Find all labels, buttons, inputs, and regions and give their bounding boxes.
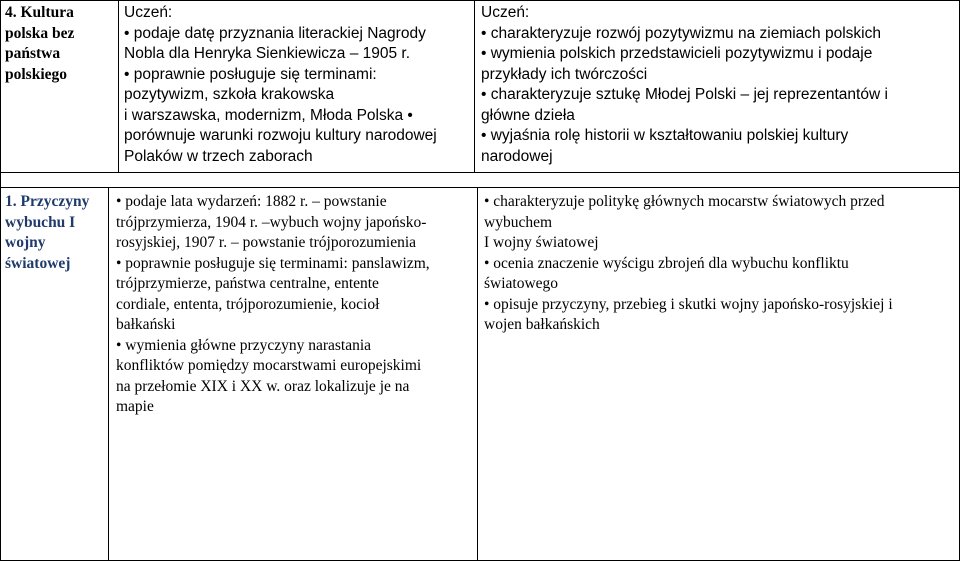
requirement-line: Polaków w trzech zaborach: [124, 147, 313, 165]
requirement-line: na przełomie XIX i XX w. oraz lokalizuje je na: [116, 377, 410, 395]
column-divider: [474, 0, 475, 172]
requirement-line: główne dzieła: [481, 106, 575, 124]
requirement-line: konfliktów pomiędzy mocarstwami europejskimi: [116, 357, 422, 374]
basic-requirements-cell: [116, 192, 475, 418]
requirement-line: przykłady ich twórczości: [481, 65, 648, 83]
requirement-line: • charakteryzuje politykę głównych mocarstw światowych przed: [484, 193, 885, 210]
topic-cell: [5, 192, 105, 274]
topic-line: 1. Przyczyny: [5, 193, 90, 210]
requirement-line: • podaje lata wydarzeń: 1882 r. – powstanie: [116, 193, 387, 210]
requirement-line: i warszawska, modernizm, Młoda Polska •: [124, 106, 413, 124]
requirement-line: • podaje datę przyznania literackiej Nagrody: [124, 24, 426, 42]
row-divider: [0, 172, 960, 173]
column-divider: [477, 187, 478, 561]
topic-cell: [5, 3, 115, 85]
requirement-line: • ocenia znaczenie wyścigu zbrojeń dla wybuchu konfliktu: [484, 254, 849, 272]
requirement-line: • poprawnie posługuje się terminami:: [124, 65, 377, 83]
requirement-line: • charakteryzuje sztukę Młodej Polski – jej reprezentantów i: [481, 86, 888, 103]
column-divider: [118, 0, 119, 172]
requirement-line: • poprawnie posługuje się terminami: panslawizm,: [116, 254, 430, 272]
column-divider: [108, 187, 109, 561]
topic-line: wybuchu I: [5, 213, 76, 231]
topic-line: państwa: [5, 45, 61, 62]
requirement-line: • wymienia główne przyczyny narastania: [116, 336, 372, 354]
row-divider: [0, 187, 960, 188]
requirement-line: • opisuje przyczyny, przebieg i skutki wojny japońsko-rosyjskiej i: [484, 295, 893, 313]
requirement-line: • wymienia polskich przedstawicieli pozytywizmu i podaje: [481, 45, 873, 62]
basic-requirements-cell: [124, 3, 472, 167]
table-border-top: [0, 0, 960, 1]
requirement-line: światowego: [484, 275, 559, 292]
requirement-line: wybuchem: [484, 213, 553, 231]
topic-line: wojny: [5, 234, 46, 251]
topic-line: polskiego: [5, 65, 68, 83]
requirement-line: • wyjaśnia rolę historii w kształtowaniu polskiej kultury: [481, 127, 849, 144]
requirement-line: trójprzymierza, 1904 r. –wybuch wojny japońsko-: [116, 213, 427, 231]
requirement-line: narodowej: [481, 147, 553, 165]
requirement-line: I wojny światowej: [484, 234, 599, 251]
extended-requirements-cell: [484, 192, 956, 336]
requirement-line: rosyjskiej, 1907 r. – powstanie trójporozumienia: [116, 234, 417, 251]
topic-line: polska bez: [5, 24, 75, 42]
requirement-line: • charakteryzuje rozwój pozytywizmu na ziemiach polskich: [481, 24, 881, 42]
requirement-line: Uczeń:: [481, 4, 530, 21]
requirement-line: bałkański: [116, 316, 176, 333]
topic-line: 4. Kultura: [5, 4, 74, 21]
requirement-line: wojen bałkańskich: [484, 316, 600, 333]
extended-requirements-cell: [481, 3, 956, 167]
table-border-left: [0, 0, 1, 561]
topic-line: światowej: [5, 254, 71, 272]
requirement-line: porównuje warunki rozwoju kultury narodowej: [124, 127, 437, 144]
requirement-line: Uczeń:: [124, 4, 173, 21]
requirement-line: trójprzymierze, państwa centralne, entente: [116, 275, 379, 292]
requirement-line: Nobla dla Henryka Sienkiewicza – 1905 r.: [124, 45, 411, 62]
requirement-line: pozytywizm, szkoła krakowska: [124, 86, 335, 103]
requirement-line: mapie: [116, 398, 154, 415]
requirement-line: cordiale, ententa, trójporozumienie, kocioł: [116, 295, 380, 313]
